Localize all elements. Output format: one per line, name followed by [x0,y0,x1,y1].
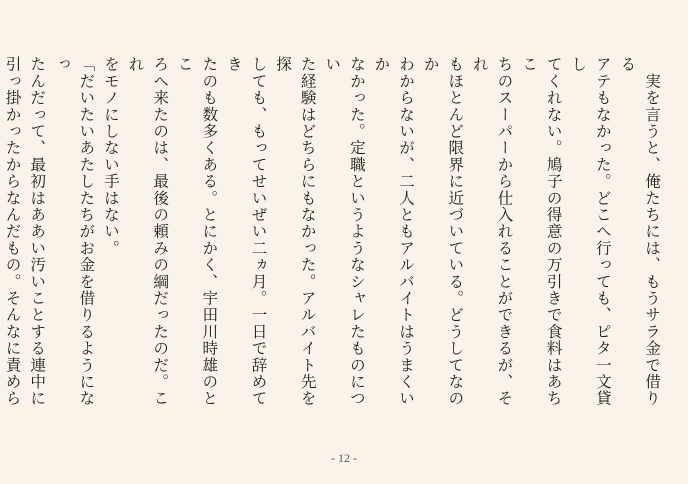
text-line: 「だいたいあたしたちがお金を借りるようになっ [52,56,96,407]
text-line: しても、もってせいぜい二ヵ月。一日で辞めてき [224,56,268,407]
text-line: ちのスーパーから仕入れることができるが、それ [470,56,514,407]
text-line: たのも数多くある。とにかく、宇田川時雄のとこ [175,56,219,407]
text-line: 実を言うと、俺たちには、もうサラ金で借りる [618,56,661,407]
text-line: ろへ来たのは、最後の頼みの綱だったのだ。これ [126,56,170,407]
text-line: わからないが、二人ともアルバイトはうまくいか [372,56,416,407]
page-number: - 12 - [331,451,357,465]
text-line: た経験はどちらにもなかった。アルバイト先を探 [274,56,317,407]
text-line: たんだって、最初はああい汚いことする連中に [28,56,47,407]
text-line: てくれない。鳩子の得意の万引きで食料はあちこ [520,56,563,407]
text-line: なかった。定職というようなシャレたものについ [323,56,366,407]
text-line: 引っ掛かったからなんだもの。そんなに責めら [3,56,22,407]
text-line: をモノにしない手はない。 [101,56,120,257]
text-line: もほとんど限界に近づいている。どうしてなのか [421,56,465,407]
vertical-text-body [0,56,664,418]
text-line: アテもなかった。どこへ行っても、ピタ一文貸し [569,56,612,407]
